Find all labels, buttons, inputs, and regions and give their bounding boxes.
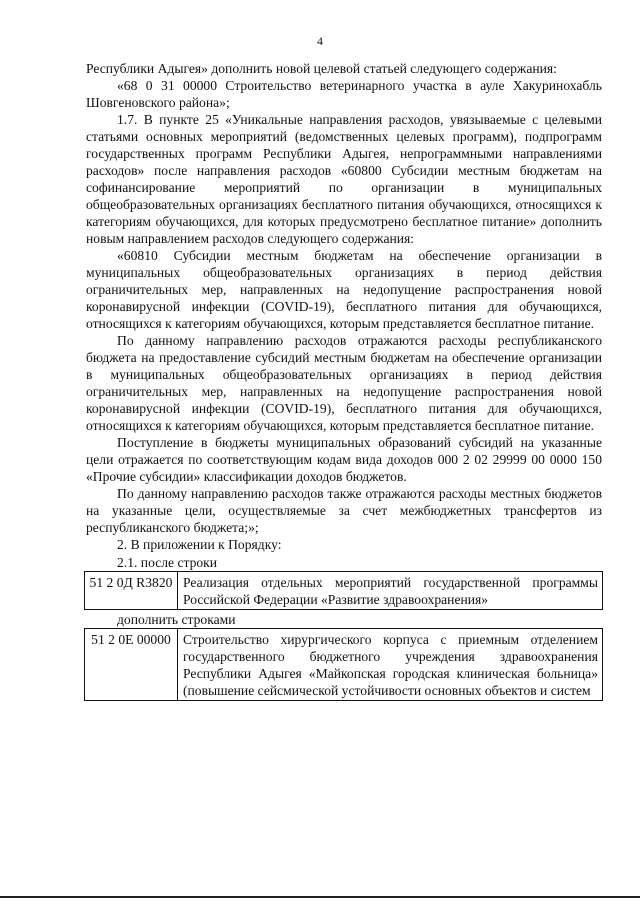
paragraph: По данному направлению расходов отражаются расходы республиканского бюджета на предоставление субсидий местным бюджетам на обеспечение организации в муниципальных общеобразовательных организациях в период действия ограничительных мер, направленных на недопущение распространения новой коронавирусной инфекции (COVID-19), бесплатного питания для обучающихся, относящихся к категориям обучающихся, которым представляется бесплатное питание.: [86, 333, 602, 433]
page-number: 4: [317, 34, 323, 48]
paragraph: Поступление в бюджеты муниципальных образований субсидий на указанные цели отражается по соответствующим кодам вида доходов 000 2 02 29999 00 0000 150 «Прочие субсидии» классификации доходов бюджетов.: [86, 435, 602, 484]
table-new-rows: [86, 628, 602, 701]
table-cell-code: 51 2 0Е 00000: [85, 629, 178, 701]
paragraph: 1.7. В пункте 25 «Уникальные направления расходов, увязываемые с целевыми статьями основных мероприятий (ведомственных целевых программ), подпрограмм государственных программ Республики Адыгея, непрограммными направлениями расходов» после направления расходов «60800 Субсидии местным бюджетам на софинансирование мероприятий по организации в муниципальных общеобразовательных организациях бесплатного питания обучающихся, относящихся к категориям обучающихся, для которых предусмотрено бесплатное питание» дополнить новым направлением расходов следующего содержания:: [86, 112, 602, 246]
document-body: [86, 60, 602, 701]
paragraph: «68 0 31 00000 Строительство ветеринарного участка в ауле Хакуринохабль Шовгеновского района»;: [86, 78, 602, 110]
page-bottom-edge: [0, 896, 640, 898]
paragraph: По данному направлению расходов также отражаются расходы местных бюджетов на указанные цели, осуществляемые за счет межбюджетных трансфертов из республиканского бюджета;»;: [86, 486, 602, 535]
paragraph: Республики Адыгея» дополнить новой целевой статьей следующего содержания:: [86, 61, 557, 76]
budget-code-table: [84, 628, 603, 701]
table-existing-row: [86, 571, 602, 610]
table-cell-description: Реализация отдельных мероприятий государственной программы Российской Федерации «Развитие здравоохранения»: [178, 572, 603, 610]
table-intro-after-row: 2.1. после строки: [117, 555, 218, 570]
paragraph: «60810 Субсидии местным бюджетам на обеспечение организации в муниципальных общеобразовательных организациях в период действия ограничительных мер, направленных на недопущение распространения новой коронавирусной инфекции (COVID-19), бесплатного питания для обучающихся, относящихся к категориям обучающихся, которым представляется бесплатное питание.: [86, 248, 602, 331]
table-cell-description: Строительство хирургического корпуса с приемным отделением государственного бюджетного учреждения здравоохранения Республики Адыгея «Майкопская городская клиническая больница» (повышение сейсмической устойчивости основных объектов и систем: [178, 629, 603, 701]
paragraph: 2. В приложении к Порядку:: [117, 537, 282, 552]
table-intro-add-rows: дополнить строками: [117, 612, 236, 627]
table-cell-code: 51 2 0Д R3820: [85, 572, 178, 610]
table-row: [85, 629, 603, 701]
budget-code-table: [84, 571, 603, 610]
table-row: [85, 572, 603, 610]
